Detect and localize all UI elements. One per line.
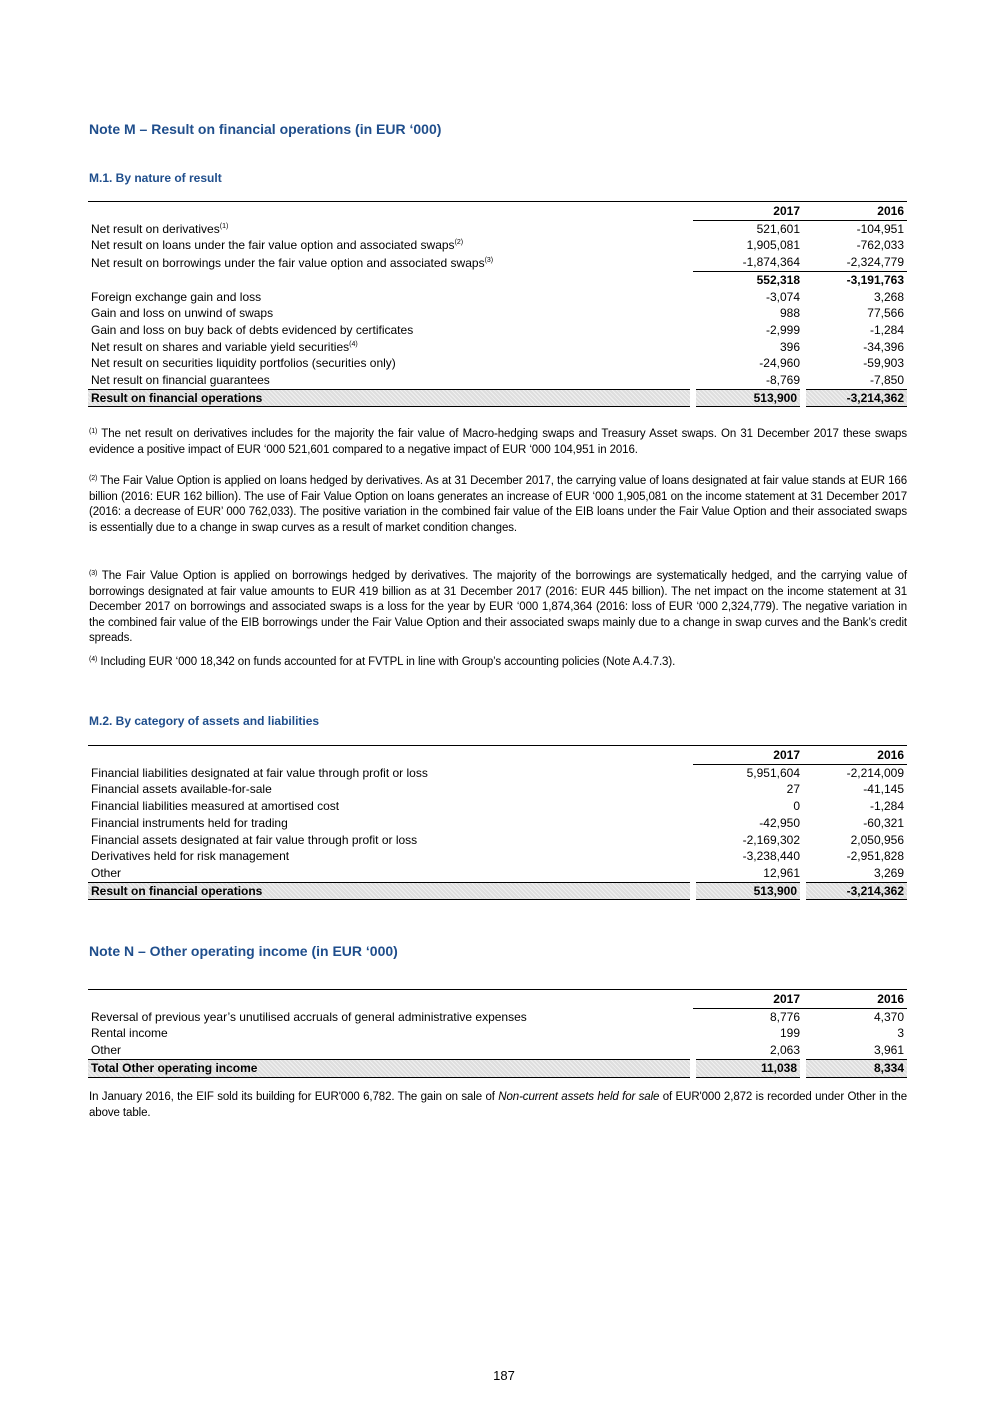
value-2016: 3,961: [873, 1043, 904, 1058]
value-2016: 3,269: [873, 865, 904, 880]
total-2016: -3,214,362: [803, 389, 907, 407]
value-2017: 27: [786, 782, 800, 797]
value-2016: -41,145: [863, 782, 904, 797]
table-row: [88, 781, 907, 798]
value-2017: -24,960: [759, 356, 800, 371]
footnote-ref: (3): [484, 256, 494, 264]
subtotal-2017: 552,318: [693, 271, 803, 288]
value-2016: -59,903: [863, 356, 904, 371]
value-2016: -1,284: [869, 799, 904, 814]
table-row: [88, 305, 907, 322]
value-2016: 3: [897, 1026, 904, 1041]
table-row: [88, 1008, 907, 1025]
table-row: [88, 764, 907, 781]
footnote-text: The net result on derivatives includes for the majority the fair value of Macro-hedging swaps and Treasury Asset swaps. On 31 December 2017 these swaps evidence a positive impact of EUR ‘000 521,601 compared to a negative impact of EUR ‘000 104,951 in 2016.: [89, 428, 907, 456]
total-row: [88, 882, 907, 900]
total-2017: 513,900: [693, 389, 803, 407]
table-row: [88, 289, 907, 306]
value-2016: 77,566: [867, 306, 904, 321]
note-n-title: Note N – Other operating income (in EUR ‘000): [89, 943, 398, 959]
footnote-mark: (2): [89, 475, 98, 482]
value-2017: -3,238,440: [742, 849, 800, 864]
note-n-table: [88, 989, 907, 1078]
value-2017: 12,961: [763, 865, 800, 880]
row-label: Reversal of previous year’s unutilised accruals of general administrative expenses: [91, 1009, 527, 1024]
value-2017: -1,874,364: [693, 254, 803, 271]
row-label: Net result on financial guarantees: [91, 373, 270, 388]
value-2016: 4,370: [873, 1009, 904, 1024]
footnote-text: Including EUR ‘000 18,342 on funds accounted for at FVTPL in line with Group’s accounting policies (Note A.4.7.3).: [97, 656, 676, 668]
table-row: [88, 1025, 907, 1042]
year-2017-header: 2017: [693, 990, 803, 1009]
row-label: Foreign exchange gain and loss: [91, 289, 262, 304]
row-label: Net result on shares and variable yield securities: [91, 339, 350, 354]
row-label: Derivatives held for risk management: [91, 849, 290, 864]
value-2017: 521,601: [756, 221, 800, 236]
value-2016: -762,033: [856, 238, 904, 253]
total-2017: 11,038: [693, 1059, 803, 1077]
year-2016-header: 2016: [803, 202, 907, 221]
italic-term: Non-current assets held for sale: [498, 1091, 660, 1103]
table-row: [88, 372, 907, 389]
value-2017: 5,951,604: [746, 765, 800, 780]
value-2017: 199: [779, 1026, 800, 1041]
row-label: Gain and loss on buy back of debts evidenced by certificates: [91, 322, 414, 337]
row-label: Net result on borrowings under the fair value option and associated swaps: [91, 255, 485, 270]
row-label: Rental income: [91, 1026, 168, 1041]
total-label: Total Other operating income: [88, 1059, 693, 1077]
value-2016: 2,050,956: [850, 832, 904, 847]
m1-table: [88, 201, 907, 407]
m2-table: [88, 745, 907, 900]
footnote-mark: (3): [89, 570, 98, 577]
value-2016: -2,951,828: [846, 849, 904, 864]
footnote-ref: (2): [454, 239, 464, 247]
row-label: Net result on loans under the fair value option and associated swaps: [91, 238, 455, 253]
value-2016: -7,850: [869, 373, 904, 388]
value-2017: 1,905,081: [746, 238, 800, 253]
subtotal-2016: -3,191,763: [803, 271, 907, 288]
value-2016: -2,324,779: [803, 254, 907, 271]
table-row: [88, 254, 907, 271]
note-m-title: Note M – Result on financial operations (in EUR ‘000): [89, 121, 442, 137]
table-row: [88, 237, 907, 254]
m1-header-row: [88, 202, 907, 221]
footnote-4: [89, 655, 907, 671]
row-label: Other: [91, 865, 122, 880]
footnote-1: [89, 427, 907, 458]
table-row: [88, 355, 907, 372]
total-row: [88, 389, 907, 407]
value-2017: 0: [793, 799, 800, 814]
total-row: [88, 1059, 907, 1077]
year-2016-header: 2016: [803, 746, 907, 765]
year-2016-header: 2016: [803, 990, 907, 1009]
total-2017: 513,900: [693, 882, 803, 900]
value-2017: -3,074: [765, 289, 800, 304]
footnote-mark: (4): [89, 656, 98, 663]
value-2017: -2,169,302: [742, 832, 800, 847]
table-row: [88, 832, 907, 849]
m1-title: M.1. By nature of result: [89, 171, 222, 185]
total-label: Result on financial operations: [88, 389, 693, 407]
table-row: [88, 848, 907, 865]
value-2016: -104,951: [856, 221, 904, 236]
footnote-3: [89, 569, 907, 647]
m2-title: M.2. By category of assets and liabilities: [89, 714, 320, 728]
value-2017: 8,776: [769, 1009, 800, 1024]
footnote-text: The Fair Value Option is applied on loans hedged by derivatives. As at 31 December 2017, the carrying value of loans designated at fair value stands at EUR 166 billion (2016: EUR 162 billion). The use of Fair Value Option on loans generates an increase of EUR ‘000 1,905,081 on the income statement at 31 December 2017 (2016: a decrease of EUR’ 000 762,033). The positive variation in the combined fair value of the EIB loans under the Fair Value Option and their associated swaps is essentially due to a change in swap curves as a result of market condition changes.: [89, 475, 907, 534]
page-number: 187: [493, 1368, 515, 1383]
row-label: Financial liabilities measured at amortised cost: [91, 799, 340, 814]
value-2017: -8,769: [765, 373, 800, 388]
value-2017: 396: [779, 339, 800, 354]
table-row: [88, 1042, 907, 1059]
value-2016: -2,214,009: [846, 765, 904, 780]
table-row: [88, 339, 907, 356]
row-label: Financial liabilities designated at fair value through profit or loss: [91, 765, 428, 780]
value-2016: -60,321: [863, 815, 904, 830]
row-label: Financial assets designated at fair value through profit or loss: [91, 832, 418, 847]
value-2017: 2,063: [769, 1043, 800, 1058]
note-n-paragraph: In January 2016, the EIF sold its building for EUR'000 6,782. The gain on sale of Non-current assets held for sale of EUR'000 2,872 is recorded under Other in the above table.: [89, 1091, 907, 1119]
row-label: Gain and loss on unwind of swaps: [91, 306, 274, 321]
total-2016: -3,214,362: [803, 882, 907, 900]
subtotal-row: [88, 271, 907, 288]
value-2016: -1,284: [869, 322, 904, 337]
value-2017: -42,950: [759, 815, 800, 830]
row-label: Net result on derivatives: [91, 221, 220, 236]
footnote-ref: (4): [349, 340, 358, 348]
row-label: Other: [91, 1043, 122, 1058]
table-row: [88, 815, 907, 832]
value-2016: 3,268: [873, 289, 904, 304]
total-label: Result on financial operations: [88, 882, 693, 900]
table-row: [88, 220, 907, 237]
value-2017: -2,999: [765, 322, 800, 337]
m2-header-row: [88, 746, 907, 765]
value-2016: -34,396: [863, 339, 904, 354]
table-row: [88, 798, 907, 815]
table-row: [88, 865, 907, 882]
row-label: Financial assets available-for-sale: [91, 782, 272, 797]
footnote-2: [89, 474, 907, 536]
year-2017-header: 2017: [693, 746, 803, 765]
footnote-mark: (1): [89, 428, 98, 435]
value-2017: 988: [779, 306, 800, 321]
note-n-header-row: [88, 990, 907, 1009]
total-2016: 8,334: [803, 1059, 907, 1077]
row-label: Financial instruments held for trading: [91, 815, 288, 830]
footnote-text: The Fair Value Option is applied on borrowings hedged by derivatives. The majority of the borrowings are systematically hedged, and the carrying value of borrowings designated at fair value amounts to EUR 419 billion as at 31 December 2017 (2016: EUR 445 billion). The net impact on the income statement at 31 December 2017 on borrowings and associated swaps is a loss for the year by EUR ‘000 1,874,364 (2016: loss of EUR ‘000 2,324,779). The negative variation in the combined fair value of the EIB borrowings under the Fair Value Option and their associated swaps mainly due to a change in swap curves and the Bank’s credit spreads.: [89, 570, 907, 645]
year-2017-header: 2017: [693, 202, 803, 221]
table-row: [88, 322, 907, 339]
footnote-ref: (1): [219, 222, 229, 230]
row-label: Net result on securities liquidity portfolios (securities only): [91, 356, 396, 371]
